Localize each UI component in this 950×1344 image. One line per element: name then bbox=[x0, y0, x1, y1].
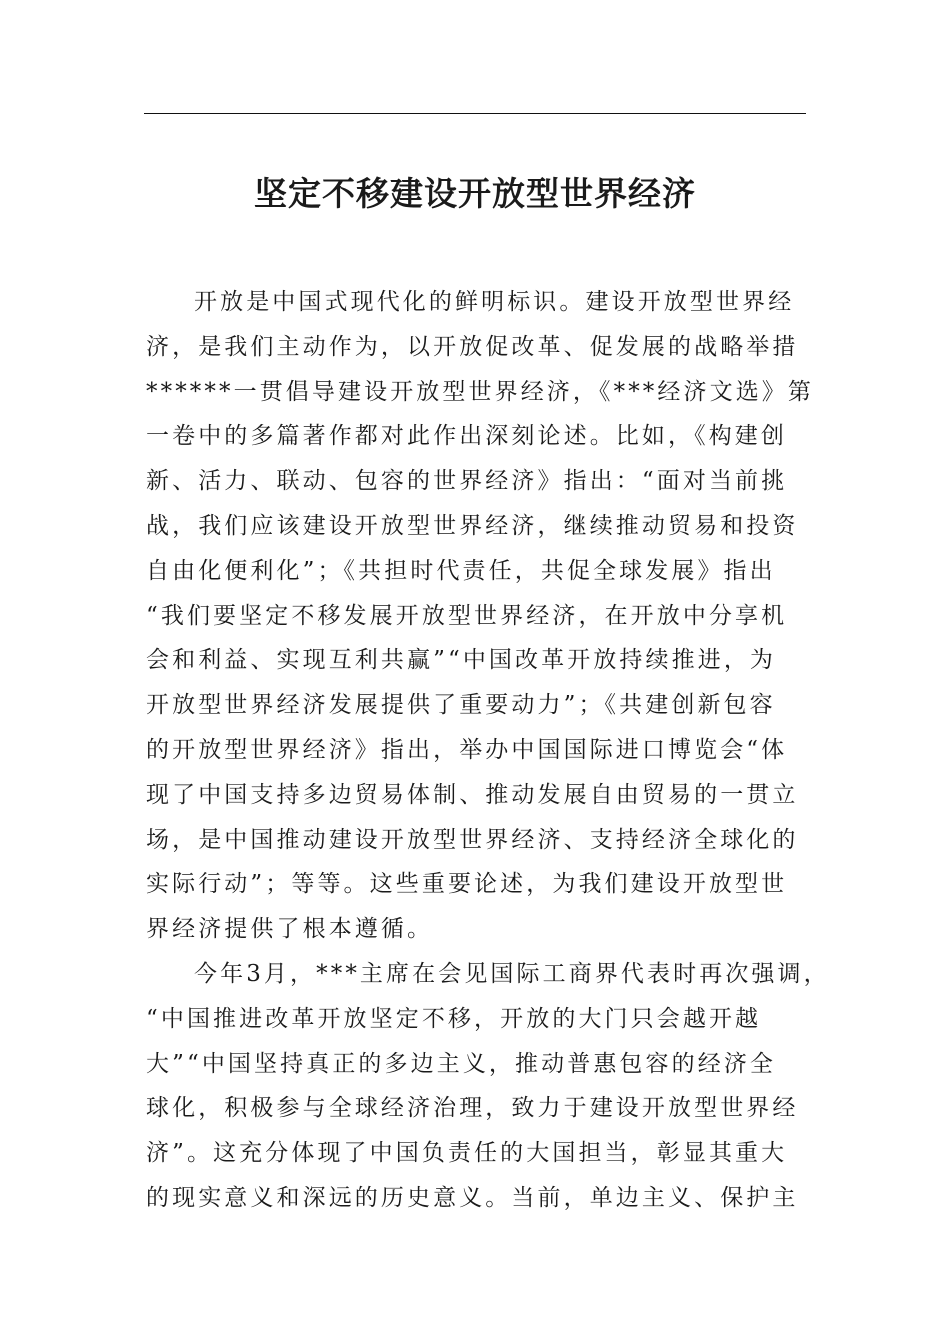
text-line: 会和利益、实现互利共赢”“中国改革开放持续推进，为 bbox=[146, 647, 777, 674]
document-title: 坚定不移建设开放型世界经济 bbox=[254, 174, 696, 213]
text-line: 济，是我们主动作为，以开放促改革、促发展的战略举措 bbox=[146, 333, 799, 360]
text-line: 的开放型世界经济》指出，举办中国国际进口博览会“体 bbox=[146, 736, 788, 763]
paragraph-1 bbox=[146, 280, 814, 952]
text-line: “我们要坚定不移发展开放型世界经济，在开放中分享机 bbox=[146, 602, 788, 629]
text-line: “中国推进改革开放坚定不移，开放的大门只会越开越 bbox=[146, 1005, 762, 1032]
text-line: 的现实意义和深远的历史意义。当前，单边主义、保护主 bbox=[146, 1184, 799, 1211]
text-line: 大”“中国坚持真正的多边主义，推动普惠包容的经济全 bbox=[146, 1050, 777, 1077]
text-line: 新、活力、联动、包容的世界经济》指出：“面对当前挑 bbox=[146, 468, 788, 495]
text-line: 自由化便利化”；《共担时代责任，共促全球发展》指出 bbox=[146, 557, 776, 584]
text-line: 战，我们应该建设开放型世界经济，继续推动贸易和投资 bbox=[146, 512, 799, 539]
text-line: 场，是中国推动建设开放型世界经济、支持经济全球化的 bbox=[146, 826, 799, 853]
text-line: 界经济提供了根本遵循。 bbox=[146, 916, 434, 943]
text-line: 今年3月，***主席在会见国际工商界代表时再次强调， bbox=[194, 960, 830, 987]
text-line: 实际行动”；等等。这些重要论述，为我们建设开放型世 bbox=[146, 871, 788, 898]
document-body bbox=[146, 280, 830, 1221]
text-line: 球化，积极参与全球经济治理，致力于建设开放型世界经 bbox=[146, 1095, 799, 1122]
paragraph-2 bbox=[146, 952, 830, 1221]
text-line: 济”。这充分体现了中国负责任的大国担当，彰显其重大 bbox=[146, 1140, 788, 1167]
text-line: 开放是中国式现代化的鲜明标识。建设开放型世界经 bbox=[194, 289, 795, 315]
text-line: 一卷中的多篇著作都对此作出深刻论述。比如，《构建创 bbox=[146, 423, 787, 450]
text-line: 现了中国支持多边贸易体制、推动发展自由贸易的一贯立 bbox=[146, 781, 799, 808]
text-line: 开放型世界经济发展提供了重要动力”；《共建创新包容 bbox=[146, 692, 776, 719]
text-line: ******一贯倡导建设开放型世界经济，《***经济文选》第 bbox=[146, 378, 814, 405]
header-rule bbox=[144, 113, 806, 114]
